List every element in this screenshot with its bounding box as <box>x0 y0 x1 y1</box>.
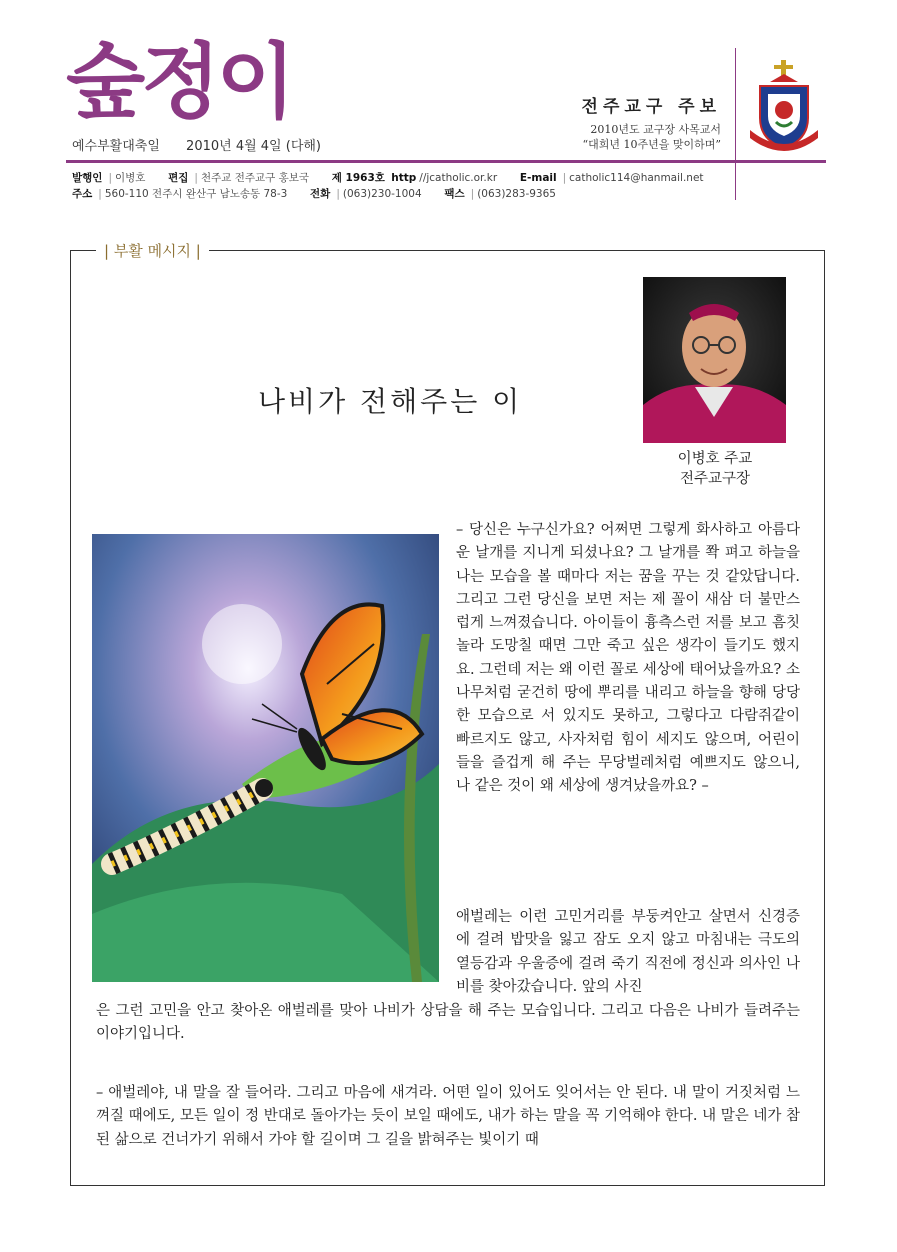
fax: (063)283-9365 <box>477 188 556 200</box>
author-title: 전주교구장 <box>679 471 751 487</box>
bulletin-header <box>582 92 721 153</box>
address-label: 주소 <box>72 188 93 200</box>
publisher-info-line-1: 발행인 | 이병호 편집 | 천주교 전주교구 홍보국 제 1963호 http //jcatholic.or.kr E-mail | catholic114@hanmail.net <box>72 172 704 184</box>
article-paragraph-3: – 애벌레야, 내 말을 잘 들어라. 그리고 마음에 새겨라. 어떤 일이 있어도 잊어서는 안 된다. 내 말이 거짓처럼 느껴질 때에도, 모든 일이 정 반대로 돌아가는 듯이 보일 때에도, 내가 하는 말을 꼭 기억해야 한다. 내 말은 네가 참된 삶으로 건너가기 위해서 가야 할 길이며 그 길을 밝혀주는 빛이기 때 <box>96 1085 800 1148</box>
issue-date: 2010년 4월 4일 (다해) <box>186 139 322 154</box>
issue-number: 제 1963호 <box>331 172 385 184</box>
portrait-caption <box>640 449 790 489</box>
fax-label: 팩스 <box>444 188 465 200</box>
pastoral-letter: 2010년도 교구장 사목교서 <box>590 123 721 136</box>
email-link[interactable]: catholic114@hanmail.net <box>569 172 704 184</box>
feast-day: 예수부활대축일 <box>72 139 160 154</box>
pastoral-theme: “대희년 10주년을 맞이하며” <box>582 137 721 151</box>
editor-label: 편집 <box>168 172 189 184</box>
address: 560-110 전주시 완산구 남노송동 78-3 <box>104 188 288 200</box>
publisher-label: 발행인 <box>72 172 103 184</box>
bishop-portrait <box>643 277 786 443</box>
masthead-logo: 숲정이 <box>66 35 292 130</box>
butterfly-caterpillar-illustration <box>92 534 439 982</box>
article-title: 나비가 전해주는 이 <box>258 385 523 418</box>
header-divider-horizontal <box>66 160 826 163</box>
article-paragraph-1: – 당신은 누구신가요? 어쩌면 그렇게 화사하고 아름다운 날개를 지니게 되셨나요? 그 날개를 쫙 펴고 하늘을 나는 모습을 볼 때마다 저는 꿈을 꾸는 것 같았답니다. 그리고 그런 당신을 보면 저는 제 꼴이 새삼 더 불만스럽게 느껴졌습니다. 아이들이 흉측스런 저를 보고 흠칫 놀라 도망칠 때면 그만 죽고 싶은 생각이 들기도 했지요. 그런데 저는 왜 이런 꼴로 세상에 태어났을까요? 소나무처럼 굳건히 땅에 뿌리를 내리고 하늘을 향해 당당한 모습으로 서 있지도 못하고, 그렇다고 다람쥐같이 빠르지도 않고, 사자처럼 힘이 세지도 않으며, 어린이들을 즐겁게 해 주는 무당벌레처럼 예쁘지도 않으니, 나 같은 것이 왜 세상에 생겨났을까요? – <box>456 522 800 795</box>
diocese-emblem-icon <box>748 60 820 156</box>
publisher-name: 이병호 <box>114 172 146 184</box>
http-label: http <box>391 172 417 184</box>
phone-label: 전화 <box>310 188 331 200</box>
email-label: E-mail <box>519 172 557 184</box>
editor-name: 천주교 전주교구 홍보국 <box>200 172 310 184</box>
section-label: | 부활 메시지 | <box>96 240 209 261</box>
author-name: 이병호 주교 <box>677 451 753 467</box>
pastoral-letter-block <box>582 123 721 153</box>
phone: (063)230-1004 <box>342 188 422 200</box>
website-link[interactable]: //jcatholic.or.kr <box>419 172 498 184</box>
publisher-info-line-2: 주소 | 560-110 전주시 완산구 남노송동 78-3 전화 | (063)230-1004 팩스 | (063)283-9365 <box>72 188 556 200</box>
header-divider-vertical <box>735 48 736 200</box>
bulletin-name: 전주교구 주보 <box>581 97 721 117</box>
article-paragraph-2a: 애벌레는 이런 고민거리를 부둥켜안고 살면서 신경증에 걸려 밥맛을 잃고 잠도 오지 않고 마침내는 극도의 열등감과 우울증에 걸려 죽기 직전에 정신과 의사인 나비를 찾아갔습니다. 앞의 사진 <box>456 909 800 995</box>
issue-date-line <box>72 135 343 154</box>
article-paragraph-2b: 은 그런 고민을 안고 찾아온 애벌레를 맞아 나비가 상담을 해 주는 모습입니다. 그리고 다음은 나비가 들려주는 이야기입니다. <box>96 1003 800 1043</box>
